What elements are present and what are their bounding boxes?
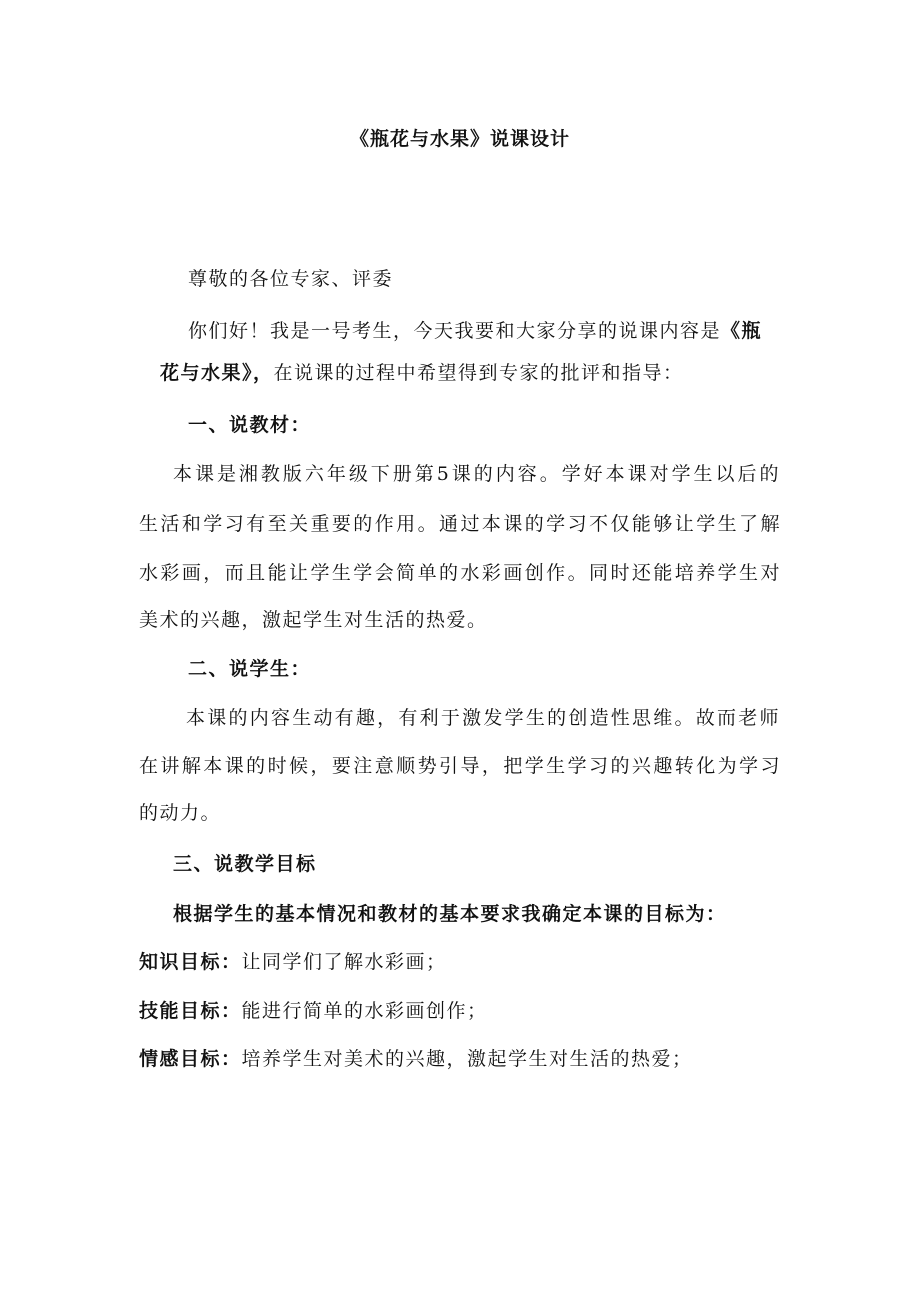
textbook-line-1: 本课是湘教版六年级下册第5课的内容。学好本课对学生以后的 (173, 463, 780, 485)
intro-text: 你们好！我是一号考生，今天我要和大家分享的说课内容是 (188, 320, 722, 342)
section-heading-textbook: 一、说教材： (188, 414, 312, 436)
textbook-line-2: 生活和学习有至关重要的作用。通过本课的学习不仅能够让学生了解 (139, 513, 781, 535)
students-line-1: 本课的内容生动有趣，有利于激发学生的创造性思维。故而老师 (186, 707, 780, 729)
goal-knowledge (139, 949, 447, 975)
goal-label: 技能目标： (139, 1000, 242, 1022)
students-line-2: 在讲解本课的时候，要注意顺势引导，把学生学习的兴趣转化为学习 (139, 755, 781, 777)
intro-text-cont: 在说课的过程中希望得到专家的批评和指导： (273, 362, 684, 384)
section-heading-goals: 三、说教学目标 (173, 853, 317, 875)
lesson-name-end: 花与水果》， (160, 362, 274, 384)
goal-text: 能进行简单的水彩画创作； (241, 1000, 488, 1022)
goal-skill (139, 998, 488, 1024)
goal-label: 知识目标： (139, 951, 242, 973)
goal-text: 让同学们了解水彩画； (241, 951, 447, 973)
intro-line-2 (160, 360, 684, 386)
textbook-line-3: 水彩画，而且能让学生学会简单的水彩画创作。同时还能培养学生对 (139, 562, 781, 584)
goal-emotion (139, 1046, 693, 1072)
section-heading-students: 二、说学生： (188, 658, 312, 680)
lesson-name-start: 《瓶 (721, 320, 763, 342)
greeting: 尊敬的各位专家、评委 (188, 268, 394, 290)
goal-text: 培养学生对美术的兴趣，激起学生对生活的热爱； (241, 1048, 693, 1070)
goal-label: 情感目标： (139, 1048, 242, 1070)
goals-lead: 根据学生的基本情况和教材的基本要求我确定本课的目标为： (173, 903, 727, 925)
document-title: 《瓶花与水果》说课设计 (349, 128, 570, 150)
intro-line-1 (188, 318, 762, 344)
students-line-3: 的动力。 (139, 802, 222, 824)
textbook-line-4: 美术的兴趣，激起学生对生活的热爱。 (139, 609, 488, 631)
